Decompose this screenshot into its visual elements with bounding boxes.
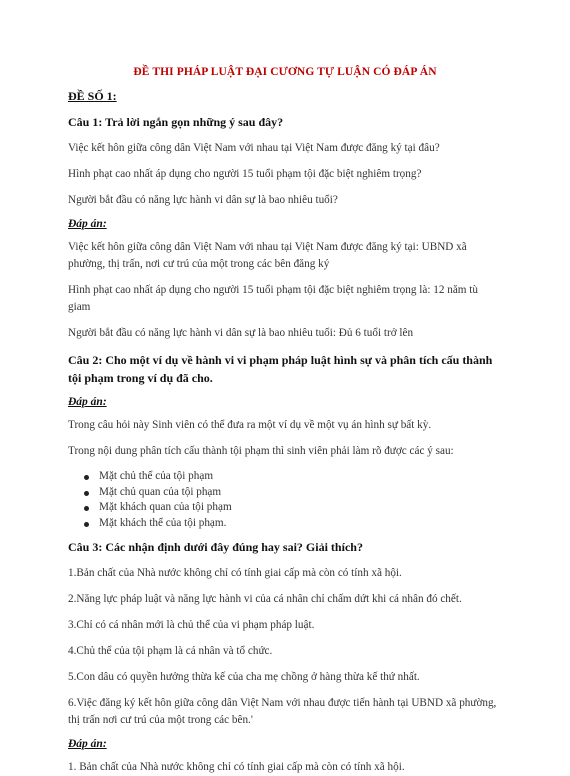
question-3-answer: 1. Bản chất của Nhà nước không chỉ có tính giai cấp mà còn có tính xã hội. xyxy=(68,761,405,773)
question-3-item: 4.Chủ thể của tội phạm là cá nhân và tổ chức. xyxy=(68,645,273,657)
list-item-label: Mặt khách thể của tội phạm. xyxy=(99,516,227,529)
question-3-item: 1.Bản chất của Nhà nước không chỉ có tính giai cấp mà còn có tính xã hội. xyxy=(68,567,402,579)
answer-label: Đáp án: xyxy=(68,396,107,408)
question-1-heading: Câu 1: Trả lời ngắn gọn những ý sau đây? xyxy=(68,115,284,129)
question-3-heading: Câu 3: Các nhận định dưới đây đúng hay sai? Giải thích? xyxy=(68,540,363,554)
question-1-item: Hình phạt cao nhất áp dụng cho người 15 tuổi phạm tội đặc biệt nghiêm trọng? xyxy=(68,168,422,180)
list-item-label: Mặt chủ thể của tội phạm xyxy=(99,470,214,482)
question-3-item: 3.Chỉ có cá nhân mới là chủ thể của vi phạm pháp luật. xyxy=(68,619,315,631)
bullet-icon xyxy=(84,522,89,527)
exam-number-heading: ĐỀ SỐ 1: xyxy=(68,89,117,103)
list-item xyxy=(99,485,502,501)
bullet-icon xyxy=(84,475,89,480)
answer-label: Đáp án: xyxy=(68,218,107,230)
question-1-answer: Việc kết hôn giữa công dân Việt Nam với nhau tại Việt Nam được đăng ký tại: UBND xã phường, thị trấn, nơi cư trú của một trong các bên đăng ký xyxy=(68,241,467,270)
bullet-icon xyxy=(84,506,89,511)
question-1-answer: Người bắt đầu có năng lực hành vi dân sự là bao nhiêu tuổi: Đủ 6 tuổi trở lên xyxy=(68,327,414,339)
question-3-item: 6.Việc đăng ký kết hôn giữa công dân Việt Nam với nhau được tiến hành tại UBND xã phường, thị trấn nơi cư trú của một trong các bên.' xyxy=(68,697,497,726)
document-title: ĐỀ THI PHÁP LUẬT ĐẠI CƯƠNG TỰ LUẬN CÓ ĐÁP ÁN xyxy=(133,66,437,78)
bullet-list xyxy=(68,469,502,531)
list-item xyxy=(99,469,502,485)
list-item-label: Mặt chủ quan của tội phạm xyxy=(99,485,222,498)
list-item-label: Mặt khách quan của tội phạm xyxy=(99,501,232,513)
list-item xyxy=(99,500,502,516)
question-2-paragraph: Trong nội dung phân tích cấu thành tội phạm thì sinh viên phải làm rõ được các ý sau: xyxy=(68,445,454,457)
question-2-paragraph: Trong câu hỏi này Sinh viên có thể đưa ra một ví dụ về một vụ án hình sự bất kỳ. xyxy=(68,419,432,431)
question-1-answer: Hình phạt cao nhất áp dụng cho người 15 tuổi phạm tội đặc biệt nghiêm trọng là: 12 năm tù giam xyxy=(68,284,478,313)
question-3-item: 2.Năng lực pháp luật và năng lực hành vi của cá nhân chỉ chấm dứt khi cá nhân đó chết. xyxy=(68,593,462,605)
question-2-heading: Câu 2: Cho một ví dụ về hành vi vi phạm pháp luật hình sự và phân tích cấu thành tội phạm trong ví dụ đã cho. xyxy=(68,353,493,385)
list-item xyxy=(99,516,502,532)
question-3-item: 5.Con dâu có quyền hưởng thừa kế của cha mẹ chồng ở hàng thừa kế thứ nhất. xyxy=(68,671,420,683)
question-1-item: Người bắt đầu có năng lực hành vi dân sự là bao nhiêu tuổi? xyxy=(68,194,338,206)
bullet-icon xyxy=(84,491,89,496)
answer-label: Đáp án: xyxy=(68,738,107,750)
question-1-item: Việc kết hôn giữa công dân Việt Nam với nhau tại Việt Nam được đăng ký tại đâu? xyxy=(68,142,440,154)
